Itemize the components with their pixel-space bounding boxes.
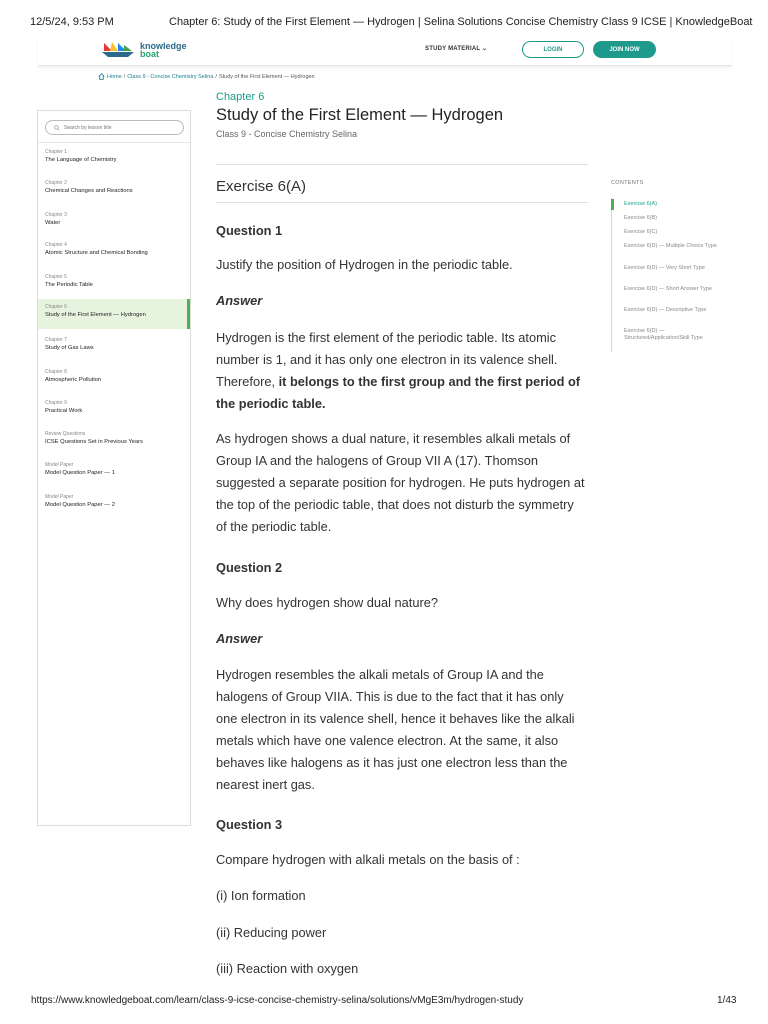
page-title: Study of the First Element — Hydrogen	[216, 106, 504, 124]
logo-line1: knowledge	[140, 41, 187, 51]
print-page-title: Chapter 6: Study of the First Element — Hydrogen | Selina Solutions Concise Chemistry Class 9 ICSE | KnowledgeBoat	[169, 16, 753, 28]
chapter-name: The Periodic Table	[45, 282, 93, 288]
chapter-name: Model Question Paper — 1	[45, 470, 115, 476]
print-page-number: 1/43	[717, 995, 737, 1006]
toc-exercise-6d-short-answer[interactable]: Exercise 6(D) — Short Answer Type	[624, 286, 712, 292]
question-3-item-1: (i) Ion formation	[216, 888, 306, 903]
home-icon[interactable]	[98, 73, 105, 80]
breadcrumb-current: Study of the First Element — Hydrogen	[218, 73, 315, 80]
question-3-item-2: (ii) Reducing power	[216, 925, 327, 940]
contents-panel	[611, 180, 721, 341]
sidebar-item-chapter-9[interactable]	[38, 395, 190, 425]
answer-1-emphasis: it belongs to the first group and the first period of the periodic table.	[216, 374, 581, 411]
question-1-text: Justify the position of Hydrogen in the periodic table.	[216, 257, 513, 272]
print-url: https://www.knowledgeboat.com/learn/class-9-icse-concise-chemistry-selina/solutions/vMgE3m/hydrogen-study	[31, 995, 524, 1006]
top-navbar	[38, 34, 732, 66]
chapter-label: Chapter 3	[45, 212, 67, 218]
chapter-label: Chapter 6	[45, 304, 67, 310]
sidebar-item-chapter-6[interactable]	[38, 299, 190, 329]
chapter-name: ICSE Questions Set in Previous Years	[45, 439, 143, 445]
chapter-label: Review Questions	[45, 431, 86, 437]
question-3-item-3: (iii) Reaction with oxygen	[216, 961, 359, 976]
breadcrumb-sep: /	[123, 73, 126, 80]
boat-logo-icon	[98, 41, 138, 59]
exercise-heading: Exercise 6(A)	[216, 178, 307, 195]
search-icon	[54, 125, 60, 131]
chapter-label: Chapter 5	[45, 274, 67, 280]
sidebar-item-chapter-5[interactable]	[38, 269, 190, 299]
print-datetime: 12/5/24, 9:53 PM	[30, 16, 114, 28]
chapter-sidebar	[37, 110, 191, 826]
chapter-label: Chapter 4	[45, 242, 67, 248]
toc-exercise-6c[interactable]: Exercise 6(C)	[624, 229, 658, 235]
contents-list	[611, 198, 721, 352]
toc-exercise-6d-descriptive[interactable]: Exercise 6(D) — Descriptive Type	[624, 307, 707, 313]
sidebar-item-model-paper-1[interactable]	[38, 457, 190, 487]
answer-1-heading: Answer	[216, 293, 263, 308]
join-now-button[interactable]: JOIN NOW	[593, 41, 656, 58]
breadcrumb	[98, 73, 315, 80]
search-input[interactable]	[64, 125, 174, 131]
logo-line2: boat	[140, 49, 159, 59]
sidebar-item-model-paper-2[interactable]	[38, 489, 190, 519]
chapter-label: Chapter 1	[45, 149, 67, 155]
chapter-label: Model Paper	[45, 462, 74, 468]
exercise-divider	[216, 202, 588, 203]
chapter-name: Model Question Paper — 2	[45, 502, 115, 508]
chapter-label: Chapter 8	[45, 369, 67, 375]
question-3-heading: Question 3	[216, 817, 283, 832]
toc-exercise-6d-mcq[interactable]: Exercise 6(D) — Multiple Choice Type	[624, 243, 717, 249]
contents-heading: CONTENTS	[611, 180, 644, 186]
sidebar-item-chapter-3[interactable]	[38, 207, 190, 237]
question-3-text: Compare hydrogen with alkali metals on the basis of :	[216, 852, 520, 867]
book-subtitle: Class 9 - Concise Chemistry Selina	[216, 129, 358, 139]
answer-2-paragraph-1: Hydrogen resembles the alkali metals of Group IA and the halogens of Group VIIA. This is due to the fact that it has only one electron in its valence shell, hence it behaves like the alkali metals which have one valence electron. At the same, it also behaves like halogens as it has just one electron less than the nearest inert gas.	[216, 667, 575, 792]
breadcrumb-home[interactable]: Home	[107, 73, 122, 80]
chapter-name: Practical Work	[45, 408, 83, 414]
toc-exercise-6d-very-short[interactable]: Exercise 6(D) — Very Short Type	[624, 265, 705, 271]
chapter-label: Chapter 7	[45, 337, 67, 343]
login-button[interactable]: LOGIN	[522, 41, 584, 58]
toc-exercise-6b[interactable]: Exercise 6(B)	[624, 215, 658, 221]
logo-text	[140, 42, 187, 58]
chapter-label: Model Paper	[45, 494, 74, 500]
active-indicator	[611, 199, 614, 210]
sidebar-item-chapter-7[interactable]	[38, 332, 190, 362]
answer-2-heading: Answer	[216, 631, 263, 646]
sidebar-item-chapter-2[interactable]	[38, 175, 190, 205]
chapter-name: Atomic Structure and Chemical Bonding	[45, 250, 148, 256]
answer-1-text: Hydrogen is the first element of the periodic table. Its atomic number is 1, and it has only one electron in its valence shell. Therefore,	[216, 330, 558, 389]
sidebar-divider	[38, 142, 190, 143]
question-2-text: Why does hydrogen show dual nature?	[216, 595, 438, 610]
lesson-search[interactable]	[45, 120, 184, 135]
sidebar-item-review-questions[interactable]	[38, 426, 190, 456]
answer-1-paragraph-1	[216, 327, 588, 415]
chapter-name: Water	[45, 220, 61, 226]
chapter-name: Atmospheric Pollution	[45, 377, 102, 383]
question-2-heading: Question 2	[216, 560, 283, 575]
breadcrumb-sep: /	[215, 73, 217, 80]
chapter-number: Chapter 6	[216, 91, 265, 103]
title-divider	[216, 164, 588, 165]
chapter-label: Chapter 2	[45, 180, 67, 186]
answer-1-paragraph-2: As hydrogen shows a dual nature, it resembles alkali metals of Group IA and the halogens of Group VII A (17). Thomson suggested a separate position for hydrogen. He puts hydrogen at the top of the periodic table, that does not disturb the symmetry of the periodic table.	[216, 431, 585, 534]
chapter-name: Chemical Changes and Reactions	[45, 188, 133, 194]
site-logo[interactable]	[98, 40, 187, 60]
breadcrumb-class[interactable]: Class 9 - Concise Chemistry Selina	[127, 73, 214, 80]
chapter-name: Study of the First Element — Hydrogen	[45, 312, 146, 318]
chapter-name: The Language of Chemistry	[45, 157, 117, 163]
toc-exercise-6d-structured[interactable]: Exercise 6(D) — Structured/Application/Skill Type	[624, 328, 703, 341]
sidebar-item-chapter-8[interactable]	[38, 364, 190, 394]
chapter-name: Study of Gas Laws	[45, 345, 94, 351]
chapter-label: Chapter 9	[45, 400, 67, 406]
sidebar-item-chapter-4[interactable]	[38, 237, 190, 267]
sidebar-item-chapter-1[interactable]	[38, 144, 190, 174]
toc-exercise-6a[interactable]: Exercise 6(A)	[624, 201, 658, 207]
question-1-heading: Question 1	[216, 223, 283, 238]
study-material-menu[interactable]: STUDY MATERIAL ⌄	[425, 46, 488, 52]
